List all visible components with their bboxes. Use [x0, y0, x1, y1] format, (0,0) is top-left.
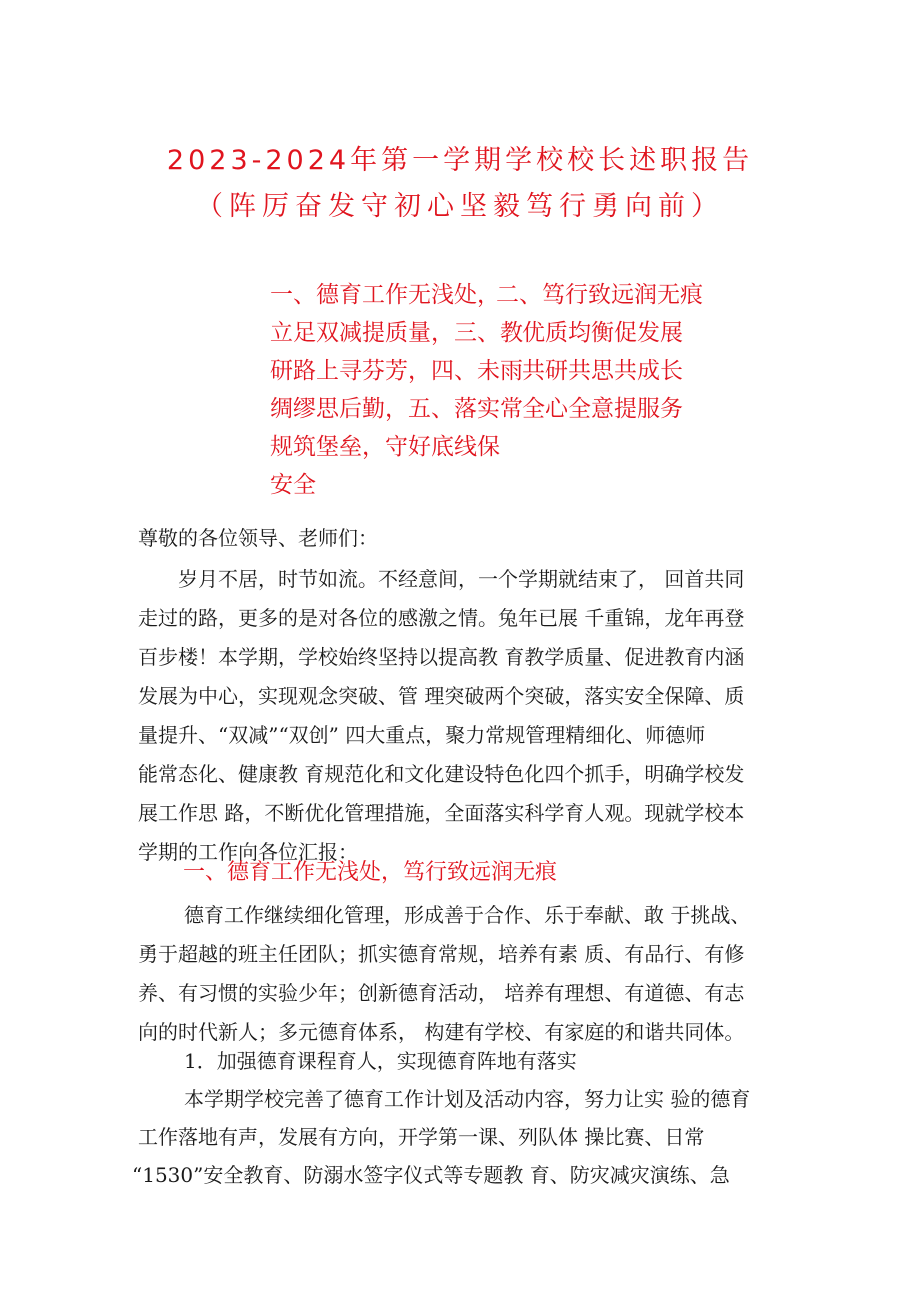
toc-left-line: 研路上寻芬芳，四、未雨: [270, 358, 523, 384]
toc-left-line: 规筑堡垒，守好底线保: [270, 434, 500, 460]
paragraph-line: 德育工作继续细化管理，形成善于合作、乐于奉献、敢 于挑战、: [184, 903, 751, 927]
section-heading: 一、德育工作无浅处，笃行致远润无痕: [183, 860, 558, 885]
paragraph-line: 勇于超越的班主任团队；抓实德育常规，培养有素 质、有品行、有修: [138, 942, 745, 966]
paragraph-line: “1530”安全教育、防溺水签字仪式等专题教 育、防灾减灾演练、急: [132, 1163, 730, 1187]
paragraph-line: 学期的工作向各位汇报：: [138, 840, 358, 864]
toc-right-line: 全心全意提服务: [522, 396, 683, 422]
report-title: 2023-2024年第一学期学校校长述职报告: [166, 145, 754, 176]
subsection-heading: 1．加强德育课程育人，实现德育阵地有落实: [184, 1049, 577, 1073]
paragraph-line: 发展为中心，实现观念突破、管 理突破两个突破，落实安全保障、质: [138, 684, 745, 708]
toc-left-line: 安全: [270, 472, 316, 498]
paragraph-line: 养、有习惯的实验少年；创新德育活动， 培养有理想、有道德、有志: [138, 981, 745, 1005]
paragraph-line: 向的时代新人；多元德育体系， 构建有学校、有家庭的和谐共同体。: [138, 1020, 745, 1044]
paragraph-line: 能常态化、健康教 育规范化和文化建设特色化四个抓手，明确学校发: [138, 762, 745, 786]
toc-right-line: 共研共思共成长: [522, 358, 683, 384]
toc-left-line: 立足双减提质量，三、教: [270, 320, 523, 346]
paragraph-line: 走过的路，更多的是对各位的感激之情。兔年已展 千重锦，龙年再登: [138, 606, 745, 630]
toc-right-line: 二、笃行致远润无痕: [496, 282, 703, 308]
report-subtitle: （阵厉奋发守初心坚毅笃行勇向前）: [196, 191, 724, 222]
paragraph-line: 工作落地有声，发展有方向，开学第一课、列队体 操比赛、日常: [138, 1125, 705, 1149]
toc-left-line: 一、德育工作无浅处，: [270, 282, 500, 308]
paragraph-line: 展工作思 路，不断优化管理措施，全面落实科学育人观。现就学校本: [138, 801, 745, 825]
paragraph-line: 量提升、“双减”“双创” 四大重点，聚力常规管理精细化、师德师: [138, 723, 706, 747]
paragraph-line: 百步楼！本学期，学校始终坚持以提高教 育教学质量、促进教育内涵: [138, 645, 745, 669]
paragraph-line: 岁月不居，时节如流。不经意间，一个学期就结束了， 回首共同: [178, 567, 745, 591]
greeting: 尊敬的各位领导、老师们：: [138, 526, 378, 550]
toc-left-line: 绸缪思后勤，五、落实常: [270, 396, 523, 422]
toc-right-line: 优质均衡促发展: [522, 320, 683, 346]
paragraph-line: 本学期学校完善了德育工作计划及活动内容，努力让实 验的德育: [184, 1087, 751, 1111]
